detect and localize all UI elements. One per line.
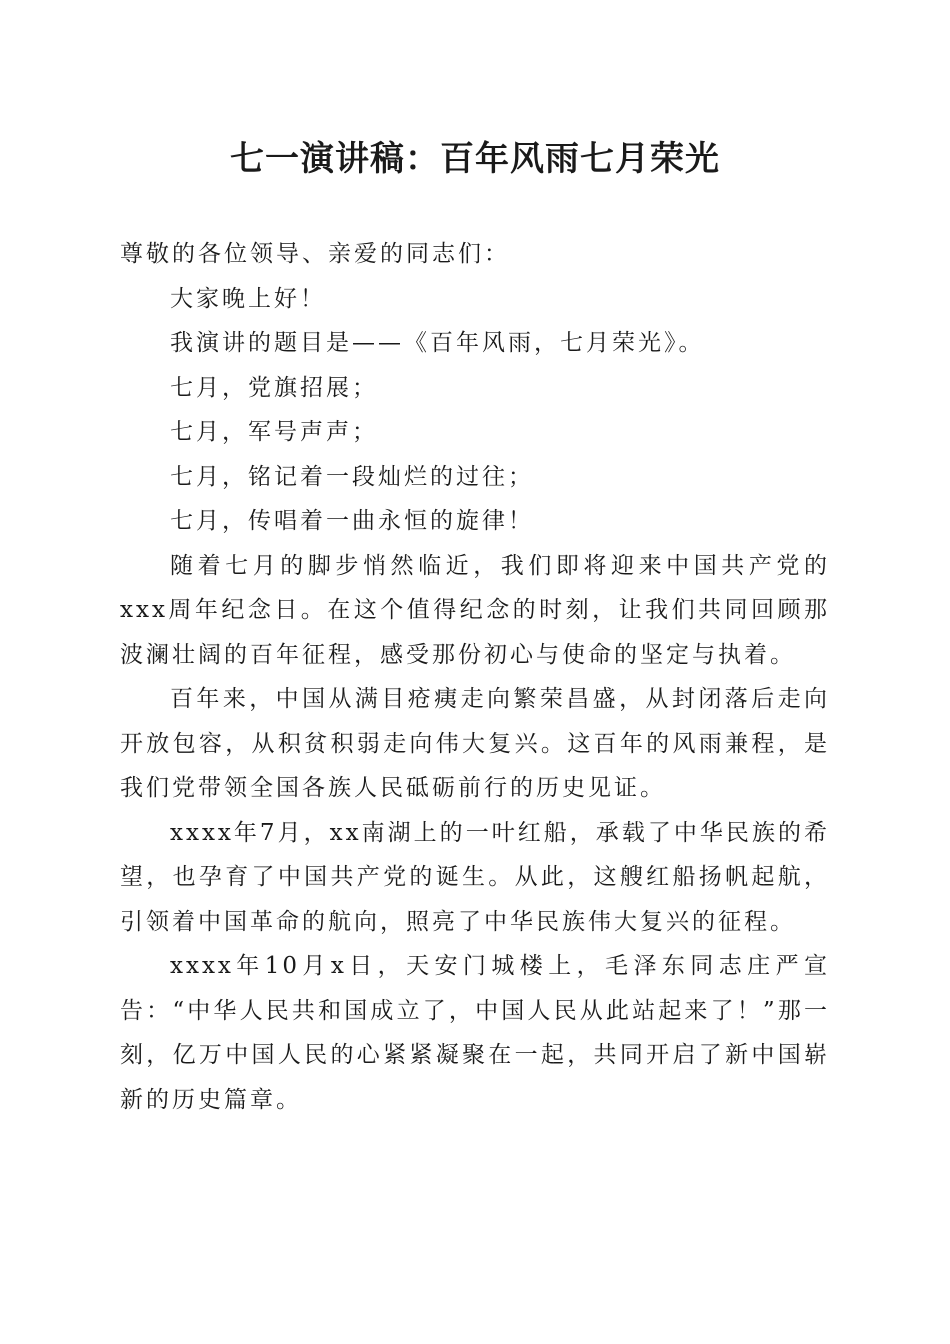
paragraph-july-melody: 七月，传唱着一曲永恒的旋律！ bbox=[170, 508, 534, 534]
document-body bbox=[120, 232, 830, 1122]
paragraph-century: 百年来，中国从满目疮痍走向繁荣昌盛，从封闭落后走向开放包容，从积贫积弱走向伟大复兴。这百年的风雨兼程，是我们党带领全国各族人民砥砺前行的历史见证。 bbox=[120, 686, 830, 801]
paragraph-founding: xxxx年10月x日，天安门城楼上，毛泽东同志庄严宣告：“中华人民共和国成立了，中国人民从此站起来了！”那一刻，亿万中国人民的心紧紧凝聚在一起，共同开启了新中国崭新的历史篇章。 bbox=[120, 953, 830, 1113]
salutation: 尊敬的各位领导、亲爱的同志们： bbox=[120, 241, 510, 267]
paragraph-topic: 我演讲的题目是——《百年风雨，七月荣光》。 bbox=[170, 330, 705, 356]
document-title: 七一演讲稿：百年风雨七月荣光 bbox=[230, 139, 720, 179]
paragraph-red-boat: xxxx年7月，xx南湖上的一叶红船，承载了中华民族的希望，也孕育了中国共产党的诞生。从此，这艘红船扬帆起航，引领着中国革命的航向，照亮了中华民族伟大复兴的征程。 bbox=[120, 819, 830, 935]
paragraph-july-flag: 七月，党旗招展； bbox=[170, 374, 378, 401]
paragraph-greeting: 大家晚上好！ bbox=[170, 285, 326, 312]
paragraph-anniversary: 随着七月的脚步悄然临近，我们即将迎来中国共产党的xxx周年纪念日。在这个值得纪念的时刻，让我们共同回顾那波澜壮阔的百年征程，感受那份初心与使命的坚定与执着。 bbox=[120, 552, 830, 668]
paragraph-july-bugle: 七月，军号声声； bbox=[170, 419, 378, 445]
paragraph-july-past: 七月，铭记着一段灿烂的过往； bbox=[170, 463, 534, 490]
